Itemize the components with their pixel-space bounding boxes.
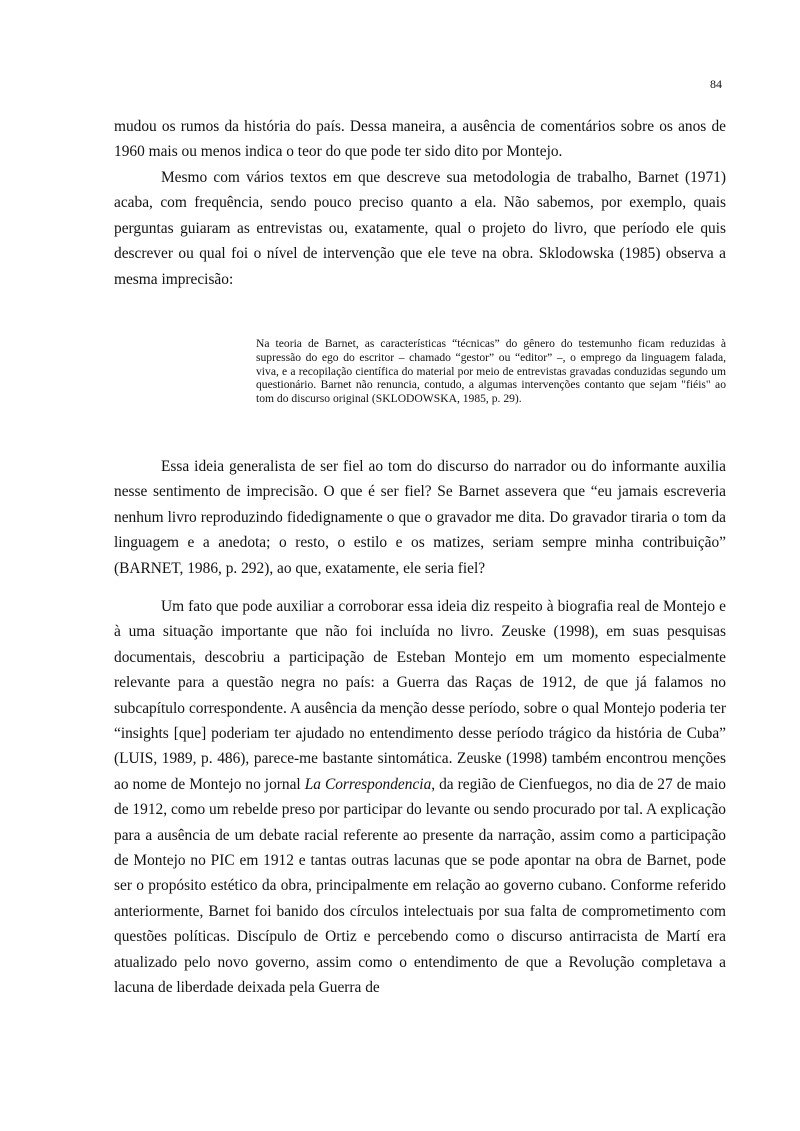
- newspaper-title: La Correspondencia: [304, 775, 432, 793]
- page-number: 84: [710, 77, 722, 91]
- paragraph-methodology: Mesmo com vários textos em que descreve sua metodologia de trabalho, Barnet (1971) acaba, com frequência, sendo pouco preciso quanto a ela. Não sabemos, por exemplo, quais perguntas guiaram as entrevistas ou, exatamente, qual o projeto do livro, que período ele quis descrever ou qual foi o nível de intervenção que ele teve na obra. Sklodowska (1985) observa a mesma imprecisão:: [114, 169, 726, 288]
- block-quote: Na teoria de Barnet, as características “técnicas” do gênero do testemunho ficam reduzidas à supressão do ego do escritor – chamado “gestor” ou “editor” –, o emprego da linguagem falada, viva, e a recopilação científica do material por meio de entrevistas gravadas conduzidas segundo um questionário. Barnet não renuncia, contudo, a algumas intervenções contanto que sejam "fiéis" ao tom do discurso original (SKLODOWSKA, 1985, p. 29).: [256, 337, 726, 406]
- paragraph-text-part-1: Um fato que pode auxiliar a corroborar essa ideia diz respeito à biografia real de Montejo e à uma situação importante que não foi incluída no livro. Zeuske (1998), em suas pesquisas documentais, descobriu a participação de Esteban Montejo em um momento especialmente relevante para a questão negra no país: a Guerra das Raças de 1912, de que já falamos no subcapítulo correspondente. A ausência da menção desse período, sobre o qual Montejo poderia ter “insights [que] poderiam ter ajudado no entendimento desse período trágico da história de Cuba” (LUIS, 1989, p. 486), parece-me bastante sintomática. Zeuske (1998) também encontrou menções ao nome de Montejo no jornal: [114, 598, 726, 793]
- paragraph-fidelity: Essa ideia generalista de ser fiel ao tom do discurso do narrador ou do informante auxilia nesse sentimento de imprecisão. O que é ser fiel? Se Barnet assevera que “eu jamais escreveria nenhum livro reproduzindo fidedignamente o que o gravador me dita. Do gravador tiraria o tom da linguagem e a anedota; o resto, o estilo e os matizes, seriam sempre minha contribuição” (BARNET, 1986, p. 292), ao que, exatamente, ele seria fiel?: [114, 458, 726, 577]
- paragraph-montejo-biography: [114, 594, 726, 1001]
- paragraph-text-part-2: , da região de Cienfuegos, no dia de 27 de maio de 1912, como um rebelde preso por participar do levante ou sendo procurado por tal. A explicação para a ausência de um debate racial referente ao presente da narração, assim como a participação de Montejo no PIC em 1912 e tantas outras lacunas que se pode apontar na obra de Barnet, pode ser o propósito estético da obra, principalmente em relação ao governo cubano. Conforme referido anteriormente, Barnet foi banido dos círculos intelectuais por sua falta de comprometimento com questões políticas. Discípulo de Ortiz e percebendo como o discurso antirracista de Martí era atualizado pelo novo governo, assim como o entendimento de que a Revolução completava a lacuna de liberdade deixada pela Guerra de: [114, 775, 726, 997]
- paragraph-continuation: mudou os rumos da história do país. Dessa maneira, a ausência de comentários sobre os anos de 1960 mais ou menos indica o teor do que pode ter sido dito por Montejo.: [114, 118, 726, 161]
